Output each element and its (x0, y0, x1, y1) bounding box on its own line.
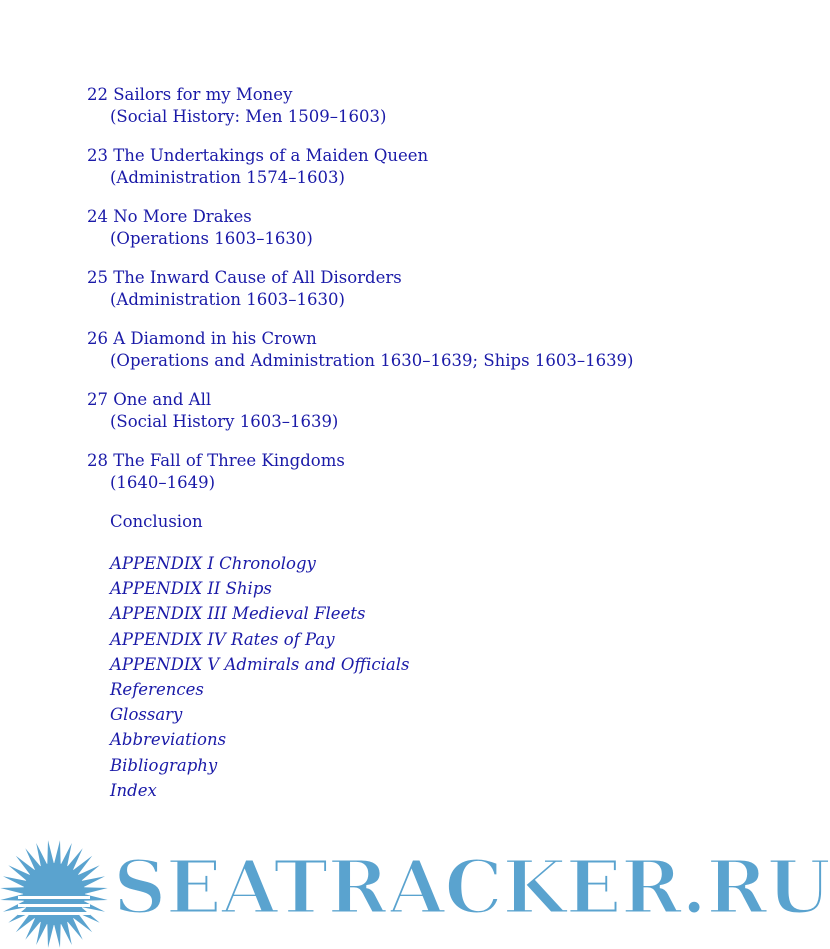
toc-entry-25[interactable] (87, 267, 707, 311)
sun-horizon-stripe (18, 896, 90, 899)
toc-entry-22[interactable] (87, 84, 707, 128)
appendix-iii-medieval-fleets[interactable]: APPENDIX III Medieval Fleets (110, 604, 366, 624)
toc-abbreviations[interactable]: Abbreviations (110, 730, 227, 750)
appendix-iv-rates-of-pay[interactable]: APPENDIX IV Rates of Pay (110, 629, 335, 649)
toc-entry-27[interactable] (87, 389, 707, 433)
toc-entry-24[interactable] (87, 206, 707, 250)
chapter-27-subtitle[interactable]: (Social History 1603–1639) (110, 412, 339, 431)
chapter-27-title[interactable]: 27 One and All (87, 390, 212, 409)
chapter-22-subtitle[interactable]: (Social History: Men 1509–1603) (110, 107, 387, 126)
toc-entry-26[interactable] (87, 328, 707, 372)
watermark-text: SEATRACKER.RU (113, 845, 830, 931)
chapter-23-title[interactable]: 23 The Undertakings of a Maiden Queen (87, 146, 429, 165)
chapter-25-title[interactable]: 25 The Inward Cause of All Disorders (87, 268, 402, 287)
sun-disc (23, 863, 85, 925)
chapter-26-title[interactable]: 26 A Diamond in his Crown (87, 329, 317, 348)
toc-bibliography[interactable]: Bibliography (110, 755, 218, 775)
chapter-26-subtitle[interactable]: (Operations and Administration 1630–1639; Ships 1603–1639) (110, 351, 634, 370)
toc-entry-28[interactable] (87, 450, 707, 494)
toc-index[interactable]: Index (110, 780, 157, 800)
toc-entry-23[interactable] (87, 145, 707, 189)
appendix-ii-ships[interactable]: APPENDIX II Ships (110, 579, 272, 599)
chapter-22-title[interactable]: 22 Sailors for my Money (87, 85, 293, 104)
toc-references[interactable]: References (110, 680, 204, 700)
sun-horizon-stripe (18, 904, 90, 907)
appendix-v-admirals-and-officials[interactable]: APPENDIX V Admirals and Officials (110, 654, 410, 674)
toc-conclusion[interactable]: Conclusion (110, 512, 203, 531)
appendix-i-chronology[interactable]: APPENDIX I Chronology (110, 554, 316, 573)
table-of-contents (87, 84, 707, 803)
toc-glossary[interactable]: Glossary (110, 705, 183, 725)
sun-icon (0, 840, 107, 947)
chapter-23-subtitle[interactable]: (Administration 1574–1603) (110, 168, 345, 187)
chapter-28-title[interactable]: 28 The Fall of Three Kingdoms (87, 451, 345, 470)
sun-horizon-stripe (18, 912, 90, 915)
chapter-25-subtitle[interactable]: (Administration 1603–1630) (110, 290, 345, 309)
chapter-24-title[interactable]: 24 No More Drakes (87, 207, 252, 226)
appendix-list (87, 551, 707, 803)
chapter-24-subtitle[interactable]: (Operations 1603–1630) (110, 229, 313, 248)
chapter-28-subtitle[interactable]: (1640–1649) (110, 473, 216, 492)
